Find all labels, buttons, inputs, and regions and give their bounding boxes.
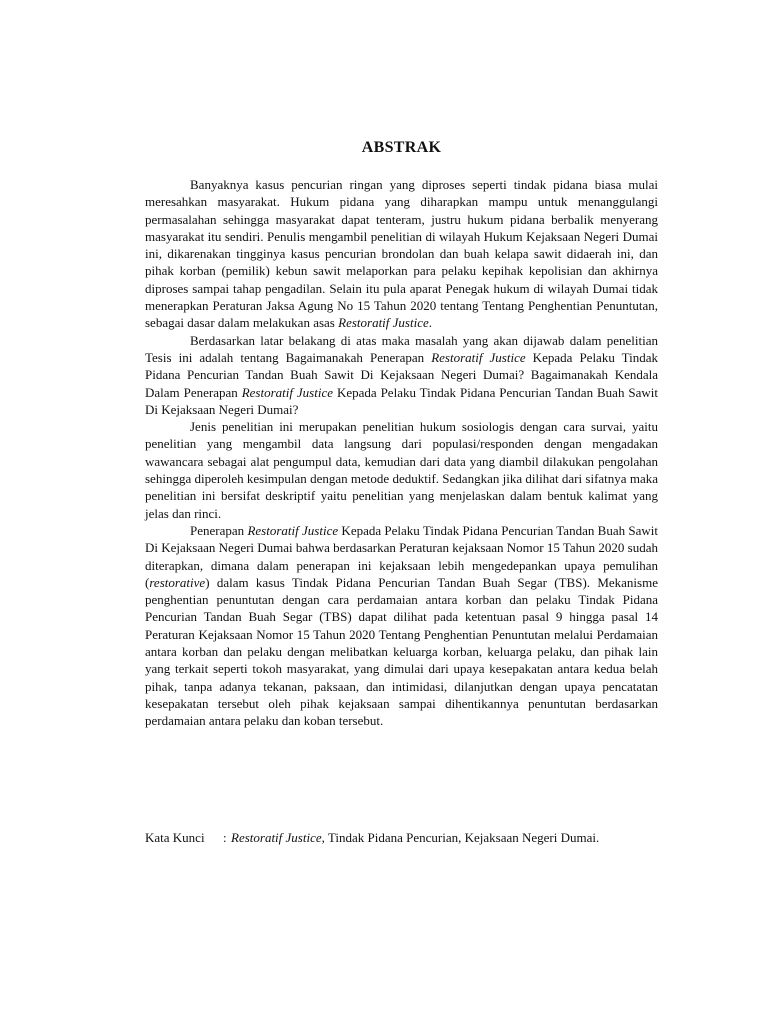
text-run: Jenis penelitian ini merupakan penelitian hukum sosiologis dengan cara survai, yaitu penelitian yang mengambil data langsung dari populasi/responden dengan mengadakan wawancara sebagai alat pengumpul data, kemudian dari data yang diambil dilakukan pengolahan sehingga diperoleh kesimpulan dengan metode deduktif. Sedangkan jika dilihat dari sifatnya maka penelitian ini bersifat deskriptif yaitu penelitian yang menjelaskan dalam bentuk kalimat yang jelas dan rinci. xyxy=(145,419,658,521)
italic-term: Restoratif Justice xyxy=(431,349,526,365)
italic-term: Restoratif Justice xyxy=(231,830,322,845)
text-run: Banyaknya kasus pencurian ringan yang diproses seperti tindak pidana biasa mulai meresahkan masyarakat. Hukum pidana yang diharapkan mampu untuk menanggulangi permasalahan sehingga masyarakat dapat tenteram, justru hukum pidana berbalik menyerang masyarakat itu sendiri. Penulis mengambil penelitian di wilayah Hukum Kejaksaan Negeri Dumai ini, dikarenakan tingginya kasus pencurian brondolan dan buah kelapa sawit didaerah ini, dan pihak korban (pemilik) kebun sawit melaporkan para pelaku kepihak kepolisian dan akhirnya diproses sampai tahap pengadilan. Selain itu pula aparat Penegak hukum di wilayah Dumai tidak menerapkan Peraturan Jaksa Agung No 15 Tahun 2020 tentang Tentang Penghentian Penuntutan, sebagai dasar dalam melakukan asas xyxy=(145,177,658,331)
keywords-separator: : xyxy=(223,830,227,845)
keywords-text xyxy=(231,829,658,846)
paragraph-4 xyxy=(145,522,658,730)
text-run: Kepada Pelaku Tindak Pidana Pencurian Tandan Buah Sawit Di Kejaksaan Negeri Dumai? xyxy=(145,384,658,417)
text-run: ) dalam kasus Tindak Pidana Pencurian Tandan Buah Segar (TBS). Mekanisme penghentian penuntutan dengan cara perdamaian antara korban dan pelaku Tindak Pidana Pencurian Tandan Buah Segar (TBS) dapat dilihat pada ketentuan pasal 9 hingga pasal 14 Peraturan Kejaksaan Nomor 15 Tahun 2020 Tentang Penghentian Penuntutan melalui Perdamaian antara korban dan pelaku dengan melibatkan keluarga korban, keluarga pelaku, dan pihak lain yang terkait seperti tokoh masyarakat, yang dimulai dari upaya kesepakatan antara kedua belah pihak, tanpa adanya tekanan, paksaan, dan intimidasi, dilanjutkan dengan upaya pencatatan kesepakatan tersebut oleh pihak kejaksaan sampai dihentikannya penuntutan berdasarkan perdamaian antara pelaku dan koban tersebut. xyxy=(145,574,658,729)
text-run: . xyxy=(428,315,432,331)
italic-term: Restoratif Justice xyxy=(338,315,429,331)
text-run: Kepada Pelaku Tindak Pidana Pencurian Tandan Buah Sawit Di Kejaksaan Negeri Dumai bahwa berdasarkan Peraturan kejaksaan Nomor 15 Tahun 2020 sudah diterapkan, dimana dalam penerapan ini kejaksaan lebih mengedepankan upaya pemulihan ( xyxy=(145,522,659,590)
abstract-body xyxy=(145,176,658,730)
text-run: Kepada Pelaku Tindak Pidana Pencurian Tandan Buah Sawit Di Kejaksaan Negeri Dumai? Bagaimanakah Kendala Dalam Penerapan xyxy=(145,349,659,400)
keywords-label: Kata Kunci xyxy=(145,830,205,845)
keywords-section xyxy=(145,829,658,846)
text-run: , Tindak Pidana Pencurian, Kejaksaan Negeri Dumai. xyxy=(321,830,600,845)
italic-term: Restoratif Justice xyxy=(247,522,339,538)
text-run: Berdasarkan latar belakang di atas maka masalah yang akan dijawab dalam penelitian Tesis ini adalah tentang Bagaimanakah Penerapan xyxy=(145,332,658,365)
abstract-title: ABSTRAK xyxy=(361,139,442,156)
paragraph-3 xyxy=(145,418,658,522)
text-run: Penerapan xyxy=(190,522,248,538)
paragraph-2 xyxy=(145,332,658,418)
paragraph-1 xyxy=(145,176,658,332)
italic-term: restorative xyxy=(149,574,206,590)
italic-term: Restoratif Justice xyxy=(241,384,333,400)
